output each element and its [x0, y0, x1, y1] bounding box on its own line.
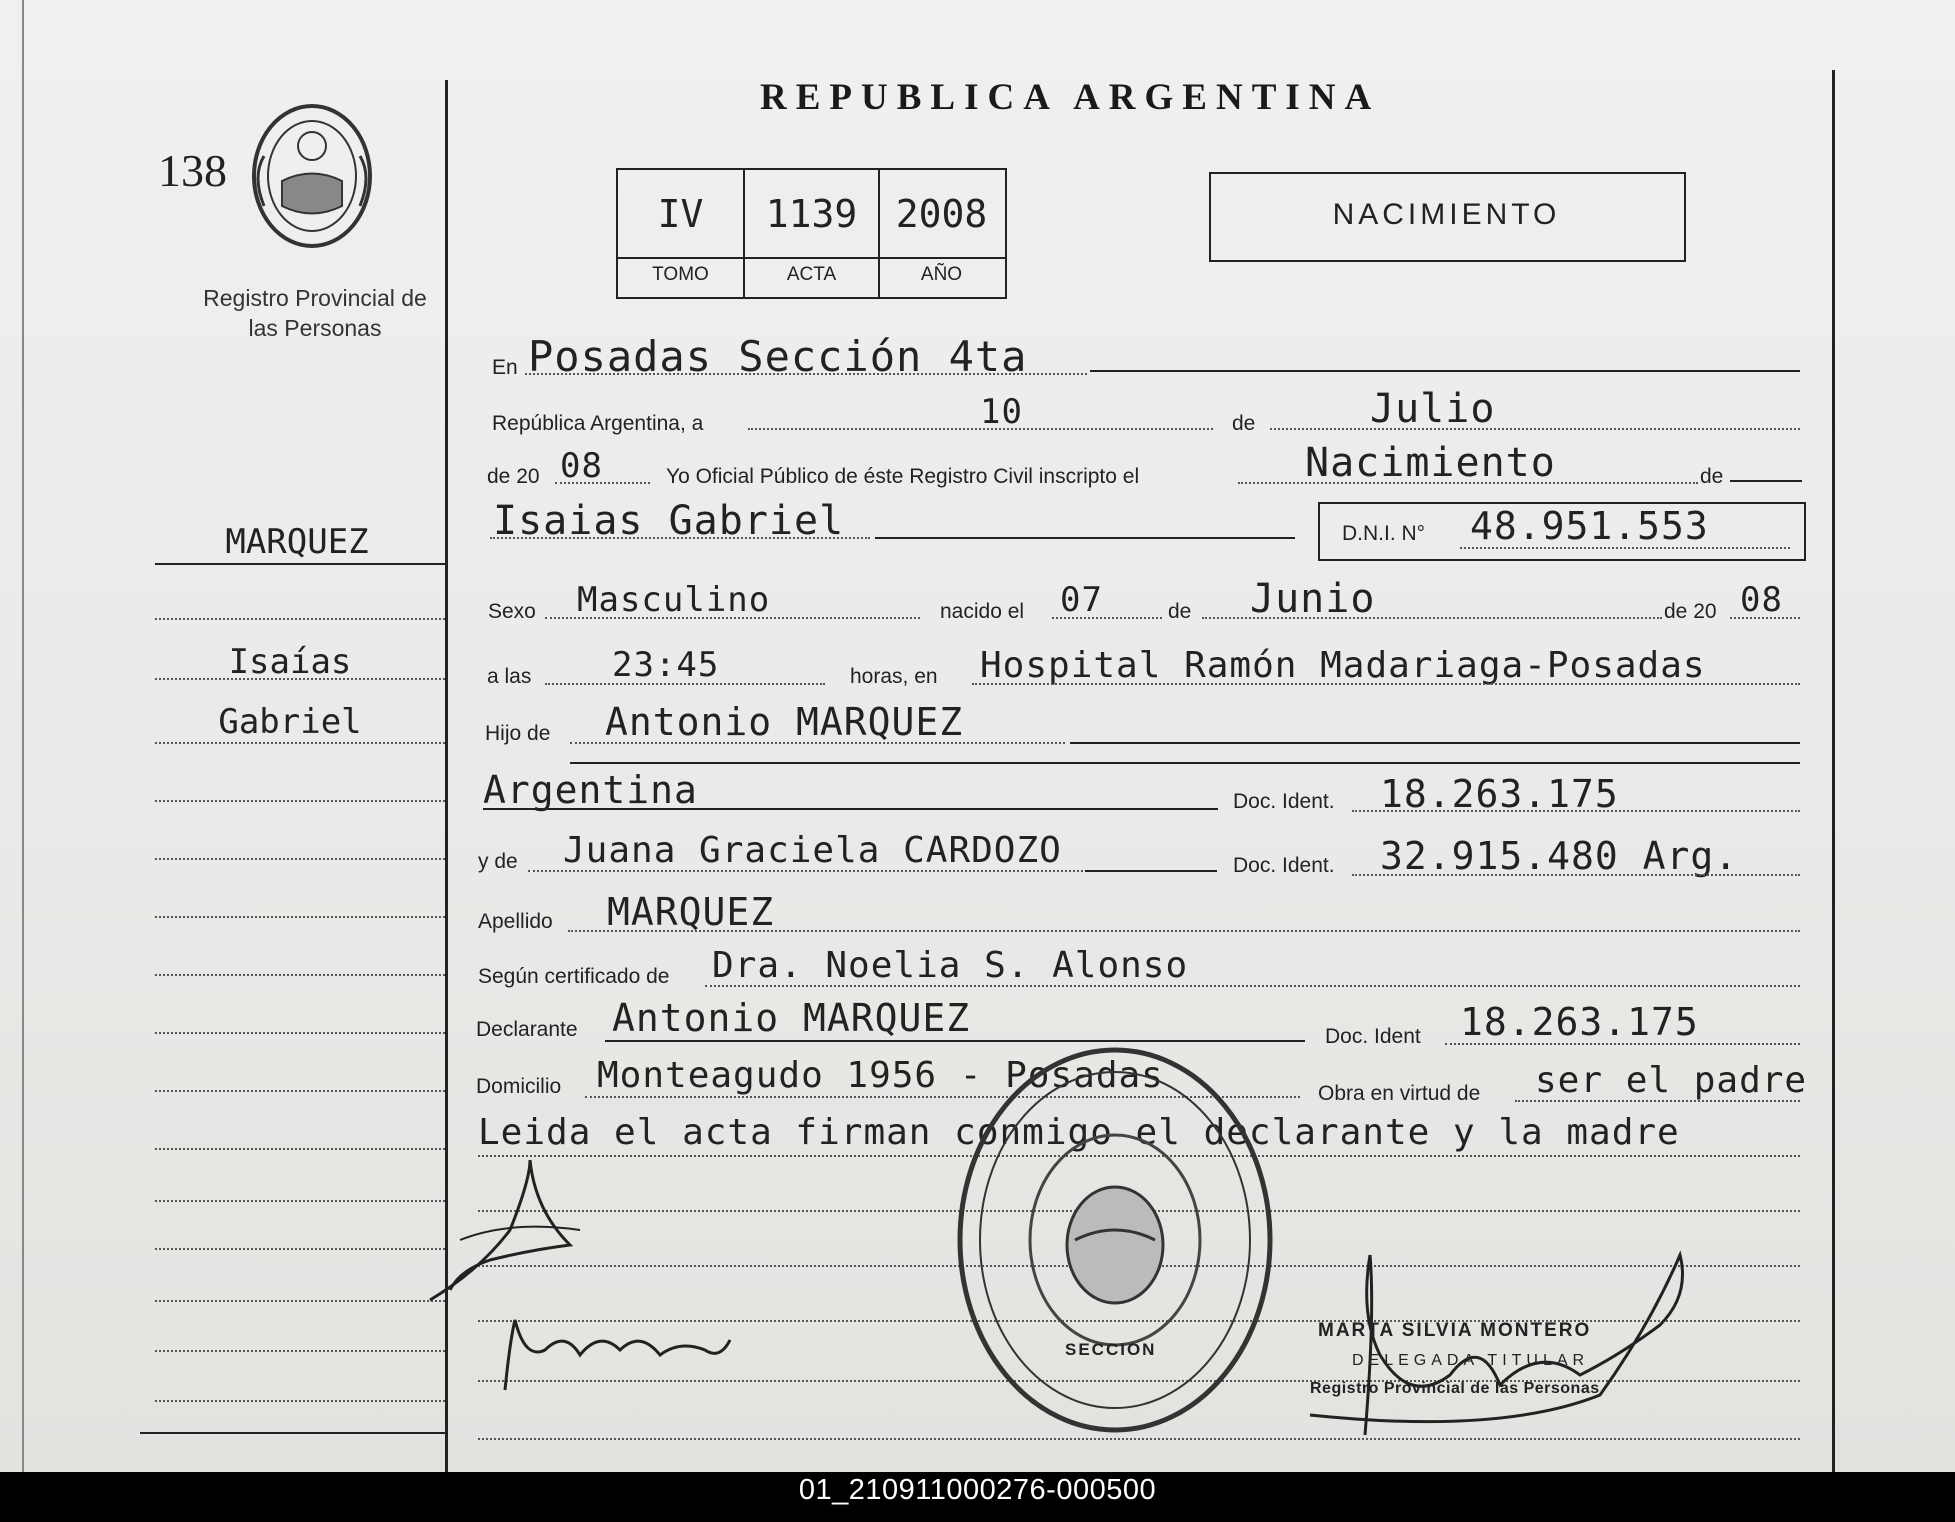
- sidebar-name-1: Isaías: [228, 642, 352, 682]
- line-names: [490, 537, 870, 539]
- acta-value: 1139: [765, 192, 858, 236]
- sidebar-name-2: Gabriel: [218, 702, 362, 742]
- label-apellido: Apellido: [478, 910, 553, 933]
- line-year: [555, 482, 650, 484]
- mother-doc-value: 32.915.480 Arg.: [1380, 834, 1739, 878]
- surname-value: MARQUEZ: [607, 890, 775, 934]
- sidebar-line: [155, 916, 445, 918]
- label-de20: de 20: [487, 465, 540, 488]
- file-id: 01_210911000276-000500: [798, 1474, 1157, 1506]
- address-value: Monteagudo 1956 - Posadas: [597, 1055, 1164, 1096]
- mother-value: Juana Graciela CARDOZO: [563, 830, 1062, 871]
- label-nacido: nacido el: [940, 600, 1025, 623]
- tomo-label: TOMO: [652, 264, 709, 285]
- sidebar-line: [155, 1400, 445, 1402]
- stamp-section: SECCION: [1065, 1340, 1157, 1359]
- record-table-row-divider: [616, 257, 1005, 259]
- label-de2020: de 20: [1664, 600, 1717, 623]
- line-month: [1270, 428, 1800, 430]
- label-oficial: Yo Oficial Público de éste Registro Civil inscripto el: [666, 465, 1140, 488]
- birth-year-value: 08: [1740, 580, 1783, 620]
- sidebar-line: [155, 1200, 445, 1202]
- sidebar-surname: MARQUEZ: [225, 522, 369, 562]
- sidebar-surname-line: [155, 563, 445, 565]
- label-de-end: de: [1700, 465, 1724, 488]
- label-sexo: Sexo: [488, 600, 536, 623]
- obra-value: ser el padre: [1535, 1060, 1808, 1101]
- anio-value: 2008: [895, 192, 988, 236]
- birth-place-value: Hospital Ramón Madariaga-Posadas: [980, 645, 1706, 686]
- label-de-mid: de: [1168, 600, 1192, 623]
- declarant-doc-value: 18.263.175: [1460, 1000, 1699, 1044]
- given-names-value: Isaias Gabriel: [493, 498, 845, 544]
- father-doc-value: 18.263.175: [1380, 772, 1619, 816]
- label-en: En: [492, 356, 518, 379]
- line-nationality: [483, 808, 1218, 810]
- line-obra: [1515, 1100, 1800, 1102]
- registry-name: Registro Provincial de las Personas: [203, 285, 427, 341]
- label-dni: D.N.I. N°: [1342, 522, 1426, 545]
- right-border-line: [1832, 70, 1835, 1472]
- label-declarante: Declarante: [476, 1018, 578, 1041]
- official-name: MARTA SILVIA MONTERO: [1318, 1320, 1592, 1341]
- sidebar-line: [155, 1248, 445, 1250]
- birth-month-value: Junio: [1250, 576, 1376, 622]
- line-mother: [528, 870, 1083, 872]
- official-title: DELEGADA TITULAR: [1352, 1352, 1590, 1369]
- label-doc-ident-2: Doc. Ident.: [1233, 854, 1335, 877]
- dni-value: 48.951.553: [1470, 504, 1709, 548]
- line-certificate: [705, 985, 1800, 987]
- anio-label: AÑO: [920, 264, 963, 285]
- provincial-seal-icon: [242, 96, 382, 256]
- sidebar-line: [155, 1350, 445, 1352]
- declarant-value: Antonio MARQUEZ: [612, 996, 971, 1040]
- label-republica: República Argentina, a: [492, 412, 704, 435]
- acta-label: ACTA: [786, 264, 837, 285]
- sidebar-line: [155, 1148, 445, 1150]
- sidebar-line: [155, 974, 445, 976]
- page-number: 138: [158, 145, 227, 196]
- label-y-de: y de: [478, 850, 518, 873]
- hour-value: 23:45: [612, 645, 720, 685]
- sidebar-bottom-line: [140, 1432, 445, 1434]
- official-signature-icon: [1300, 1235, 1720, 1455]
- line-hour: [545, 683, 825, 685]
- sidebar-line: [155, 1300, 445, 1302]
- read-statement-value: Leida el acta firman conmigo el declarante y la madre: [478, 1112, 1680, 1153]
- label-segun: Según certificado de: [478, 965, 670, 988]
- line-birth-day: [1052, 617, 1162, 619]
- label-horas: horas, en: [850, 665, 938, 688]
- line-birth-year: [1730, 617, 1800, 619]
- label-de-1: de: [1232, 412, 1256, 435]
- line-en: [1090, 370, 1800, 372]
- label-hijo: Hijo de: [485, 722, 551, 745]
- inscripto-value: Nacimiento: [1305, 440, 1556, 486]
- label-doc-ident-3: Doc. Ident: [1325, 1025, 1421, 1048]
- sidebar-line: [155, 618, 445, 620]
- line-birth-place: [972, 683, 1800, 685]
- line-father: [570, 742, 1065, 744]
- label-doc-ident-1: Doc. Ident.: [1233, 790, 1335, 813]
- sidebar-line: [155, 1032, 445, 1034]
- mother-signature-icon: [490, 1300, 750, 1400]
- declarant-signature-icon: [420, 1150, 630, 1310]
- line-birth-month: [1202, 617, 1662, 619]
- page-edge-line: [22, 0, 24, 1472]
- certificate-value: Dra. Noelia S. Alonso: [712, 945, 1189, 986]
- line-mother-solid: [1085, 870, 1217, 872]
- label-domicilio: Domicilio: [476, 1075, 562, 1098]
- sidebar-line: [155, 1090, 445, 1092]
- day-value: 10: [980, 392, 1023, 432]
- line-father-doc: [1352, 810, 1800, 812]
- line-en-dots: [525, 373, 1087, 375]
- official-stamp-icon: [950, 1040, 1280, 1440]
- doc-type: NACIMIENTO: [1332, 198, 1561, 231]
- label-obra: Obra en virtud de: [1318, 1082, 1481, 1105]
- father-value: Antonio MARQUEZ: [605, 700, 964, 744]
- birth-day-value: 07: [1060, 580, 1103, 620]
- sidebar-line: [155, 800, 445, 802]
- line-de-end: [1730, 480, 1802, 482]
- place-value: Posadas Sección 4ta: [528, 332, 1028, 381]
- sidebar-line: [155, 858, 445, 860]
- father-nationality-value: Argentina: [483, 768, 698, 812]
- line-mother-doc: [1352, 874, 1800, 876]
- line-names-solid: [875, 537, 1295, 539]
- label-a-las: a las: [487, 665, 532, 688]
- line-declarant-doc: [1445, 1043, 1800, 1045]
- year-value: 08: [560, 446, 603, 486]
- official-office: Registro Provincial de las Personas: [1310, 1380, 1600, 1397]
- line-dni: [1460, 547, 1790, 549]
- tomo-value: IV: [657, 192, 704, 236]
- sex-value: Masculino: [577, 580, 771, 620]
- line-father-solid: [1070, 742, 1800, 744]
- sidebar-line: [155, 678, 445, 680]
- month-value: Julio: [1370, 386, 1496, 432]
- country-title: REPUBLICA ARGENTINA: [760, 77, 1381, 118]
- line-father-extra: [570, 762, 1800, 764]
- line-sexo: [545, 617, 920, 619]
- sidebar-line: [155, 742, 445, 744]
- line-surname: [568, 930, 1800, 932]
